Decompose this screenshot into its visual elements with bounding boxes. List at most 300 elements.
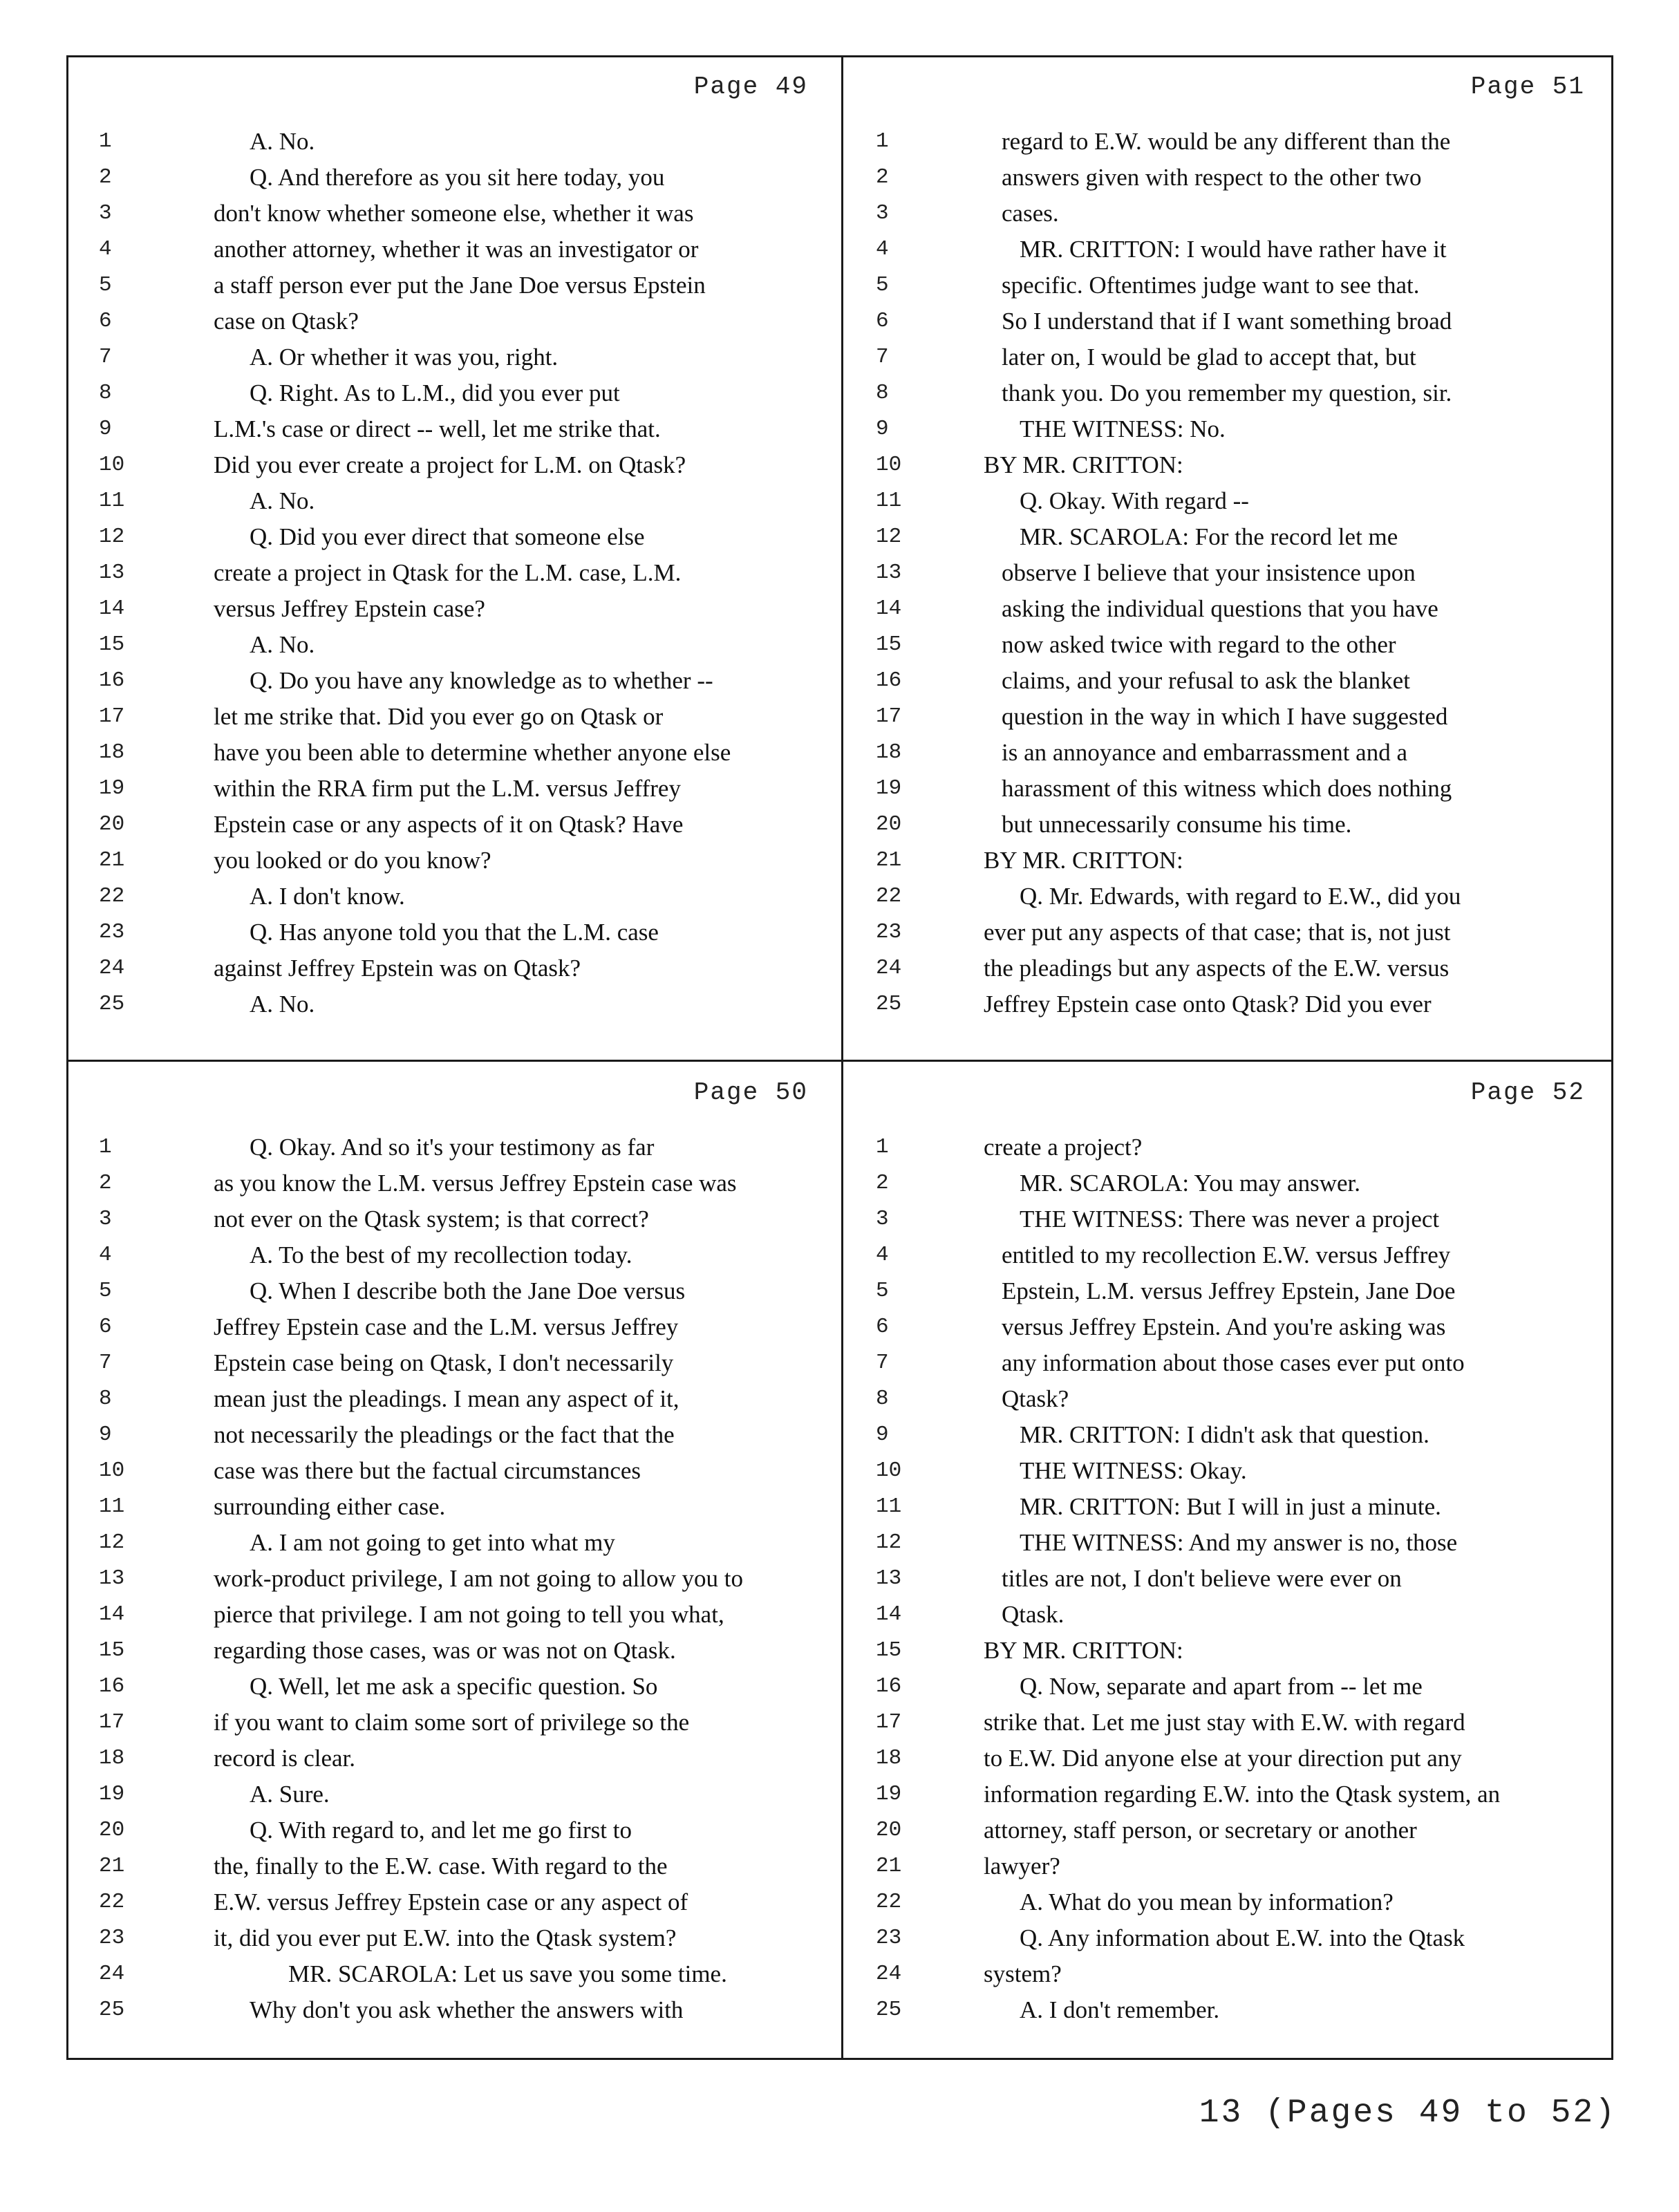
transcript-line <box>68 483 836 519</box>
line-number: 22 <box>876 884 902 908</box>
line-text: Epstein case or any aspects of it on Qtask? Have <box>214 811 684 838</box>
transcript-line <box>845 447 1613 483</box>
line-text: create a project? <box>984 1134 1143 1161</box>
line-number: 21 <box>876 848 902 872</box>
line-text: Q. When I describe both the Jane Doe versus <box>250 1277 686 1304</box>
line-number: 22 <box>876 1890 902 1914</box>
line-text: asking the individual questions that you have <box>1002 595 1438 622</box>
line-text: MR. SCAROLA: For the record let me <box>1020 523 1398 550</box>
line-number: 10 <box>99 453 125 477</box>
transcript-line <box>845 160 1613 196</box>
line-number: 24 <box>876 1962 902 1986</box>
transcript-line <box>845 1453 1613 1489</box>
line-text: a staff person ever put the Jane Doe versus Epstein <box>214 272 706 299</box>
line-text: case was there but the factual circumstances <box>214 1457 641 1484</box>
transcript-line <box>845 1417 1613 1453</box>
transcript-line <box>845 1201 1613 1237</box>
transcript-line <box>845 1956 1613 1992</box>
transcript-line <box>68 1992 836 2028</box>
line-number: 16 <box>99 1674 125 1698</box>
transcript-line <box>845 339 1613 375</box>
transcript-lines <box>68 1130 836 2028</box>
line-number: 2 <box>99 1171 112 1195</box>
page-panel-51 <box>845 57 1613 1053</box>
transcript-line <box>68 124 836 160</box>
line-text: pierce that privilege. I am not going to tell you what, <box>214 1601 724 1628</box>
transcript-line <box>68 1561 836 1597</box>
line-number: 18 <box>876 740 902 765</box>
transcript-line <box>68 555 836 591</box>
transcript-line <box>845 663 1613 699</box>
line-text: L.M.'s case or direct -- well, let me strike that. <box>214 415 661 442</box>
line-text: A. I am not going to get into what my <box>250 1529 615 1556</box>
transcript-line <box>845 1489 1613 1525</box>
line-number: 19 <box>99 1782 125 1806</box>
page-footer: 13 (Pages 49 to 52) <box>1199 2094 1617 2132</box>
line-text: MR. SCAROLA: You may answer. <box>1020 1170 1360 1197</box>
line-number: 20 <box>876 812 902 836</box>
line-text: not ever on the Qtask system; is that correct? <box>214 1206 649 1232</box>
transcript-line <box>845 915 1613 950</box>
transcript-frame <box>66 55 1613 2060</box>
line-text: Epstein case being on Qtask, I don't necessarily <box>214 1349 674 1376</box>
page-header: Page 50 <box>693 1078 808 1107</box>
line-number: 6 <box>99 1315 112 1339</box>
line-text: strike that. Let me just stay with E.W. with regard <box>984 1709 1465 1736</box>
transcript-line <box>68 699 836 735</box>
line-number: 9 <box>876 1423 889 1447</box>
transcript-lines <box>845 1130 1613 2028</box>
transcript-line <box>845 196 1613 232</box>
transcript-line <box>68 1453 836 1489</box>
line-number: 1 <box>876 1135 889 1159</box>
line-text: specific. Oftentimes judge want to see that. <box>1002 272 1420 299</box>
transcript-line <box>68 1489 836 1525</box>
line-number: 22 <box>99 1890 125 1914</box>
transcript-line <box>845 1992 1613 2028</box>
transcript-line <box>68 1741 836 1777</box>
line-text: MR. CRITTON: But I will in just a minute. <box>1020 1493 1441 1520</box>
transcript-line <box>845 232 1613 268</box>
line-text: A. To the best of my recollection today. <box>250 1241 632 1268</box>
transcript-line <box>68 1920 836 1956</box>
line-text: A. I don't know. <box>250 883 405 910</box>
line-text: information regarding E.W. into the Qtask system, an <box>984 1781 1501 1808</box>
line-text: A. No. <box>250 991 315 1018</box>
line-text: you looked or do you know? <box>214 847 491 874</box>
line-text: MR. SCAROLA: Let us save you some time. <box>288 1960 727 1987</box>
line-number: 19 <box>876 1782 902 1806</box>
transcript-line <box>68 986 836 1022</box>
line-text: Qtask? <box>1002 1385 1069 1412</box>
vertical-divider <box>841 57 843 2058</box>
line-text: Q. Do you have any knowledge as to whether -- <box>250 667 713 694</box>
line-text: Q. Now, separate and apart from -- let me <box>1020 1673 1423 1700</box>
line-number: 8 <box>99 1387 112 1411</box>
transcript-line <box>68 807 836 843</box>
line-text: titles are not, I don't believe were ever on <box>1002 1565 1402 1592</box>
transcript-line <box>68 663 836 699</box>
transcript-line <box>68 1812 836 1848</box>
line-number: 6 <box>876 1315 889 1339</box>
line-number: 3 <box>99 1207 112 1231</box>
transcript-line <box>845 1884 1613 1920</box>
line-text: not necessarily the pleadings or the fact that the <box>214 1421 675 1448</box>
transcript-line <box>68 1884 836 1920</box>
transcript-line <box>68 950 836 986</box>
transcript-line <box>845 375 1613 411</box>
transcript-line <box>68 1417 836 1453</box>
line-text: if you want to claim some sort of privilege so the <box>214 1709 690 1736</box>
transcript-line <box>68 339 836 375</box>
line-text: Q. Okay. With regard -- <box>1020 487 1249 514</box>
line-number: 16 <box>876 668 902 693</box>
line-text: Q. Well, let me ask a specific question. So <box>250 1673 658 1700</box>
transcript-line <box>845 1309 1613 1345</box>
transcript-line <box>845 124 1613 160</box>
line-text: BY MR. CRITTON: <box>984 847 1183 874</box>
transcript-line <box>68 627 836 663</box>
line-number: 13 <box>876 561 902 585</box>
transcript-line <box>845 411 1613 447</box>
page-header: Page 49 <box>693 73 808 101</box>
line-text: harassment of this witness which does nothing <box>1002 775 1452 802</box>
transcript-line <box>68 1525 836 1561</box>
transcript-line <box>68 447 836 483</box>
line-number: 14 <box>99 597 125 621</box>
line-number: 23 <box>99 920 125 944</box>
line-number: 9 <box>876 417 889 441</box>
line-text: observe I believe that your insistence upon <box>1002 559 1416 586</box>
transcript-line <box>845 1741 1613 1777</box>
line-text: later on, I would be glad to accept that, but <box>1002 344 1416 371</box>
transcript-line <box>845 627 1613 663</box>
page-panel-52 <box>845 1063 1613 2059</box>
line-text: THE WITNESS: Okay. <box>1020 1457 1247 1484</box>
line-text: Q. Any information about E.W. into the Qtask <box>1020 1924 1465 1951</box>
transcript-line <box>845 986 1613 1022</box>
transcript-line <box>68 1130 836 1165</box>
transcript-line <box>68 1345 836 1381</box>
transcript-line <box>845 1381 1613 1417</box>
line-number: 7 <box>99 1351 112 1375</box>
transcript-line <box>845 950 1613 986</box>
line-text: any information about those cases ever put onto <box>1002 1349 1465 1376</box>
transcript-line <box>68 519 836 555</box>
transcript-line <box>68 1848 836 1884</box>
line-number: 12 <box>99 525 125 549</box>
transcript-line <box>845 1920 1613 1956</box>
transcript-line <box>845 1165 1613 1201</box>
line-number: 23 <box>876 920 902 944</box>
transcript-line <box>68 160 836 196</box>
line-number: 21 <box>99 848 125 872</box>
line-number: 12 <box>876 1530 902 1555</box>
line-number: 5 <box>99 273 112 297</box>
line-text: Q. Did you ever direct that someone else <box>250 523 645 550</box>
line-number: 18 <box>99 740 125 765</box>
line-text: Q. Okay. And so it's your testimony as far <box>250 1134 655 1161</box>
line-number: 1 <box>99 1135 112 1159</box>
transcript-line <box>68 1597 836 1633</box>
line-text: entitled to my recollection E.W. versus Jeffrey <box>1002 1241 1451 1268</box>
line-number: 4 <box>876 1243 889 1267</box>
line-number: 23 <box>876 1926 902 1950</box>
line-text: to E.W. Did anyone else at your direction put any <box>984 1745 1462 1772</box>
line-text: another attorney, whether it was an investigator or <box>214 236 699 263</box>
line-number: 15 <box>99 1638 125 1662</box>
line-text: A. No. <box>250 128 315 155</box>
transcript-line <box>845 699 1613 735</box>
transcript-line <box>845 1237 1613 1273</box>
line-text: question in the way in which I have suggested <box>1002 703 1448 730</box>
transcript-line <box>845 1525 1613 1561</box>
transcript-line <box>845 1669 1613 1705</box>
line-number: 15 <box>99 632 125 657</box>
line-text: system? <box>984 1960 1062 1987</box>
transcript-line <box>845 1345 1613 1381</box>
transcript-line <box>68 1705 836 1741</box>
line-number: 4 <box>876 237 889 261</box>
line-text: let me strike that. Did you ever go on Qtask or <box>214 703 664 730</box>
line-number: 5 <box>876 1279 889 1303</box>
transcript-line <box>68 1956 836 1992</box>
line-text: as you know the L.M. versus Jeffrey Epstein case was <box>214 1170 737 1197</box>
transcript-line <box>845 1848 1613 1884</box>
line-text: claims, and your refusal to ask the blanket <box>1002 667 1410 694</box>
transcript-line <box>845 591 1613 627</box>
line-text: Jeffrey Epstein case and the L.M. versus Jeffrey <box>214 1313 679 1340</box>
line-text: mean just the pleadings. I mean any aspect of it, <box>214 1385 679 1412</box>
line-number: 12 <box>876 525 902 549</box>
line-number: 14 <box>99 1602 125 1627</box>
line-text: Q. Right. As to L.M., did you ever put <box>250 379 620 406</box>
transcript-line <box>845 519 1613 555</box>
line-number: 15 <box>876 1638 902 1662</box>
transcript-line <box>68 1237 836 1273</box>
line-text: thank you. Do you remember my question, sir. <box>1002 379 1452 406</box>
line-text: within the RRA firm put the L.M. versus Jeffrey <box>214 775 681 802</box>
line-number: 6 <box>99 309 112 333</box>
line-text: lawyer? <box>984 1853 1060 1880</box>
line-number: 8 <box>876 381 889 405</box>
line-number: 13 <box>99 1566 125 1591</box>
transcript-line <box>845 1777 1613 1812</box>
line-number: 1 <box>876 129 889 153</box>
line-number: 11 <box>876 489 902 513</box>
line-number: 4 <box>99 1243 112 1267</box>
transcript-line <box>845 879 1613 915</box>
line-number: 3 <box>876 1207 889 1231</box>
line-number: 20 <box>876 1818 902 1842</box>
transcript-line <box>845 735 1613 771</box>
line-number: 1 <box>99 129 112 153</box>
line-text: record is clear. <box>214 1745 356 1772</box>
transcript-line <box>845 843 1613 879</box>
transcript-line <box>68 1633 836 1669</box>
transcript-line <box>68 1381 836 1417</box>
line-number: 11 <box>99 1494 125 1519</box>
line-text: Epstein, L.M. versus Jeffrey Epstein, Jane Doe <box>1002 1277 1456 1304</box>
line-text: Q. Has anyone told you that the L.M. case <box>250 919 659 946</box>
line-number: 23 <box>99 1926 125 1950</box>
line-number: 19 <box>99 776 125 800</box>
line-number: 25 <box>876 1998 902 2022</box>
line-number: 8 <box>876 1387 889 1411</box>
line-number: 7 <box>876 1351 889 1375</box>
line-text: but unnecessarily consume his time. <box>1002 811 1352 838</box>
line-text: cases. <box>1002 200 1059 227</box>
transcript-line <box>68 196 836 232</box>
line-number: 2 <box>99 165 112 189</box>
line-number: 4 <box>99 237 112 261</box>
line-number: 3 <box>99 201 112 225</box>
line-text: Jeffrey Epstein case onto Qtask? Did you ever <box>984 991 1432 1018</box>
line-number: 9 <box>99 1423 112 1447</box>
line-number: 17 <box>876 704 902 729</box>
transcript-line <box>68 1309 836 1345</box>
transcript-line <box>68 879 836 915</box>
line-number: 20 <box>99 1818 125 1842</box>
line-number: 2 <box>876 165 889 189</box>
line-number: 8 <box>99 381 112 405</box>
transcript-line <box>68 915 836 950</box>
line-text: BY MR. CRITTON: <box>984 1637 1183 1664</box>
line-number: 16 <box>876 1674 902 1698</box>
line-text: MR. CRITTON: I would have rather have it <box>1020 236 1447 263</box>
line-number: 14 <box>876 597 902 621</box>
transcript-line <box>68 843 836 879</box>
line-number: 10 <box>99 1459 125 1483</box>
line-text: the, finally to the E.W. case. With regard to the <box>214 1853 668 1880</box>
line-text: answers given with respect to the other two <box>1002 164 1422 191</box>
transcript-line <box>68 1201 836 1237</box>
line-number: 9 <box>99 417 112 441</box>
line-text: THE WITNESS: There was never a project <box>1020 1206 1440 1232</box>
transcript-line <box>68 268 836 303</box>
line-text: Why don't you ask whether the answers with <box>250 1996 684 2023</box>
transcript-line <box>68 303 836 339</box>
transcript-line <box>845 1130 1613 1165</box>
line-text: it, did you ever put E.W. into the Qtask system? <box>214 1924 677 1951</box>
line-text: is an annoyance and embarrassment and a <box>1002 739 1407 766</box>
line-number: 20 <box>99 812 125 836</box>
line-number: 10 <box>876 453 902 477</box>
line-number: 25 <box>99 992 125 1016</box>
line-text: A. No. <box>250 487 315 514</box>
line-number: 17 <box>876 1710 902 1734</box>
line-text: don't know whether someone else, whether it was <box>214 200 694 227</box>
transcript-line <box>845 1561 1613 1597</box>
line-number: 16 <box>99 668 125 693</box>
line-number: 18 <box>876 1746 902 1770</box>
transcript-line <box>68 1273 836 1309</box>
line-text: against Jeffrey Epstein was on Qtask? <box>214 955 581 982</box>
transcript-line <box>68 735 836 771</box>
line-text: BY MR. CRITTON: <box>984 451 1183 478</box>
line-text: regard to E.W. would be any different than the <box>1002 128 1451 155</box>
line-number: 14 <box>876 1602 902 1627</box>
line-number: 19 <box>876 776 902 800</box>
page-header: Page 52 <box>1470 1078 1585 1107</box>
transcript-line <box>845 1705 1613 1741</box>
line-number: 24 <box>99 1962 125 1986</box>
transcript-line <box>845 1273 1613 1309</box>
line-number: 5 <box>876 273 889 297</box>
line-number: 21 <box>99 1854 125 1878</box>
line-number: 21 <box>876 1854 902 1878</box>
transcript-line <box>845 771 1613 807</box>
page-panel-50 <box>68 1063 836 2059</box>
line-text: A. What do you mean by information? <box>1020 1888 1394 1915</box>
line-text: A. I don't remember. <box>1020 1996 1220 2023</box>
line-number: 17 <box>99 1710 125 1734</box>
horizontal-divider <box>68 1060 1611 1062</box>
line-text: have you been able to determine whether anyone else <box>214 739 731 766</box>
transcript-line <box>68 591 836 627</box>
transcript-line <box>845 483 1613 519</box>
transcript-line <box>845 1812 1613 1848</box>
transcript-line <box>68 411 836 447</box>
line-text: MR. CRITTON: I didn't ask that question. <box>1020 1421 1429 1448</box>
line-number: 22 <box>99 884 125 908</box>
line-text: THE WITNESS: No. <box>1020 415 1226 442</box>
line-text: THE WITNESS: And my answer is no, those <box>1020 1529 1458 1556</box>
line-text: versus Jeffrey Epstein case? <box>214 595 485 622</box>
line-number: 15 <box>876 632 902 657</box>
line-number: 24 <box>876 956 902 980</box>
transcript-line <box>68 232 836 268</box>
line-number: 5 <box>99 1279 112 1303</box>
line-text: Q. Mr. Edwards, with regard to E.W., did you <box>1020 883 1461 910</box>
transcript-line <box>845 268 1613 303</box>
line-number: 10 <box>876 1459 902 1483</box>
line-number: 17 <box>99 704 125 729</box>
line-text: So I understand that if I want something broad <box>1002 308 1452 335</box>
transcript-line <box>68 375 836 411</box>
line-text: Did you ever create a project for L.M. on Qtask? <box>214 451 686 478</box>
page-panel-49 <box>68 57 836 1053</box>
transcript-line <box>845 555 1613 591</box>
line-number: 11 <box>99 489 125 513</box>
line-text: Qtask. <box>1002 1601 1064 1628</box>
line-text: regarding those cases, was or was not on Qtask. <box>214 1637 676 1664</box>
line-text: Q. With regard to, and let me go first to <box>250 1817 632 1844</box>
line-number: 7 <box>876 345 889 369</box>
line-text: surrounding either case. <box>214 1493 446 1520</box>
line-number: 18 <box>99 1746 125 1770</box>
line-number: 2 <box>876 1171 889 1195</box>
line-text: now asked twice with regard to the other <box>1002 631 1396 658</box>
line-number: 25 <box>876 992 902 1016</box>
line-number: 11 <box>876 1494 902 1519</box>
line-text: attorney, staff person, or secretary or another <box>984 1817 1417 1844</box>
transcript-line <box>68 1777 836 1812</box>
transcript-line <box>845 303 1613 339</box>
line-text: work-product privilege, I am not going to allow you to <box>214 1565 743 1592</box>
line-text: ever put any aspects of that case; that is, not just <box>984 919 1451 946</box>
line-number: 6 <box>876 309 889 333</box>
line-text: A. Or whether it was you, right. <box>250 344 559 371</box>
line-text: A. No. <box>250 631 315 658</box>
transcript-line <box>68 1669 836 1705</box>
line-text: versus Jeffrey Epstein. And you're asking was <box>1002 1313 1446 1340</box>
page-header: Page 51 <box>1470 73 1585 101</box>
transcript-line <box>845 1633 1613 1669</box>
transcript-line <box>68 771 836 807</box>
line-text: create a project in Qtask for the L.M. case, L.M. <box>214 559 682 586</box>
line-number: 7 <box>99 345 112 369</box>
